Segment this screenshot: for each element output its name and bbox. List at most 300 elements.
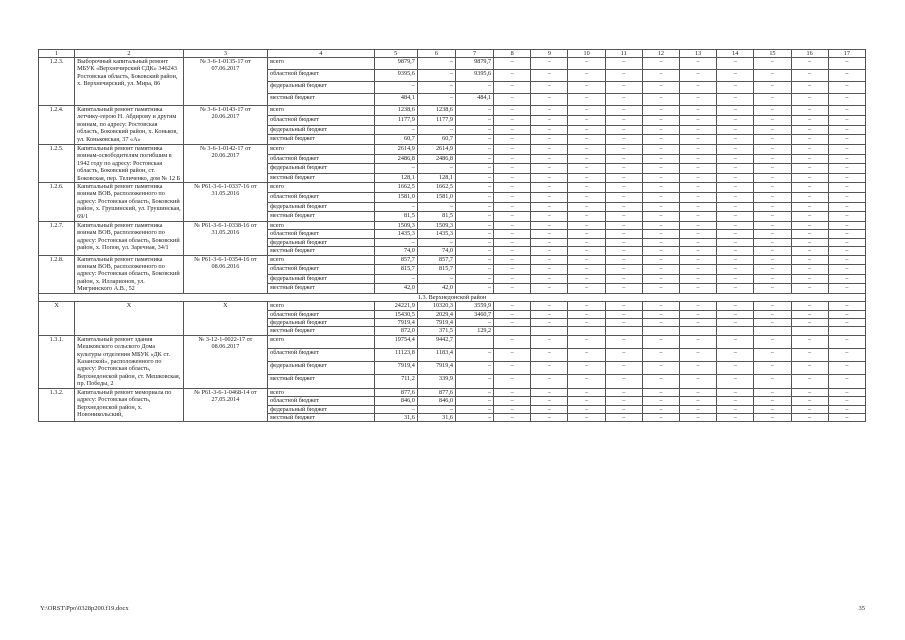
cell-value: –: [754, 362, 791, 375]
cell-value: –: [791, 362, 828, 375]
cell-value: –: [791, 348, 828, 361]
cell-value: –: [717, 255, 754, 265]
cell-value: –: [642, 173, 679, 183]
cell-value: –: [717, 274, 754, 284]
table-row: [39, 58, 866, 70]
cell-value: –: [531, 183, 568, 193]
cell-value: –: [568, 274, 605, 284]
cell-value: –: [605, 405, 642, 413]
cell-value: –: [568, 284, 605, 294]
cell-value: –: [828, 318, 865, 326]
district-title: 1.3. Верхнедонской район: [39, 293, 866, 301]
cell-value: –: [754, 335, 791, 348]
table-row: [39, 388, 866, 396]
cell-value: –: [642, 106, 679, 116]
cell-value: –: [717, 145, 754, 155]
cell-value: –: [680, 154, 717, 164]
cell-value: [754, 327, 791, 335]
cell-value: [717, 327, 754, 335]
cell-value: –: [717, 348, 754, 361]
cell-value: –: [642, 58, 679, 70]
cell-value: –: [531, 255, 568, 265]
cell-value: 2486,8: [417, 154, 455, 164]
cell-budget-label: федеральный бюджет: [268, 164, 375, 174]
cell-value: –: [494, 405, 531, 413]
cell-value: –: [754, 94, 791, 106]
cell-value: –: [531, 265, 568, 275]
cell-value: –: [642, 145, 679, 155]
cell-value: –: [531, 375, 568, 388]
cell-value: –: [417, 94, 455, 106]
cell-x: Х: [39, 302, 75, 336]
cell-value: –: [374, 164, 417, 174]
cell-value: –: [494, 397, 531, 405]
cell-value: 74,0: [374, 247, 417, 255]
cell-value: –: [605, 145, 642, 155]
cell-value: –: [828, 82, 865, 94]
cell-x: Х: [183, 302, 267, 336]
cell-value: –: [374, 405, 417, 413]
cell-value: –: [568, 94, 605, 106]
cell-value: –: [568, 375, 605, 388]
cell-value: –: [754, 82, 791, 94]
table-row: [39, 255, 866, 265]
cell-value: –: [531, 413, 568, 421]
header-cell: 4: [268, 50, 375, 58]
cell-value: [642, 327, 679, 335]
cell-value: –: [642, 212, 679, 222]
cell-doc: № 3-6-1-0143-17 от 20.06.2017: [183, 106, 267, 145]
cell-value: –: [680, 222, 717, 230]
cell-budget-label: федеральный бюджет: [268, 125, 375, 135]
cell-value: –: [455, 247, 493, 255]
cell-budget-label: областной бюджет: [268, 310, 375, 318]
header-cell: 14: [717, 50, 754, 58]
cell-value: –: [568, 247, 605, 255]
cell-value: –: [791, 94, 828, 106]
cell-value: –: [642, 284, 679, 294]
cell-value: –: [531, 202, 568, 212]
cell-value: –: [791, 192, 828, 202]
cell-value: 128,1: [374, 173, 417, 183]
cell-value: –: [791, 388, 828, 396]
cell-doc: № Р61-3-6-1-0337-16 от 31.05.2016: [183, 183, 267, 222]
cell-value: –: [754, 413, 791, 421]
cell-value: –: [568, 222, 605, 230]
cell-value: –: [642, 362, 679, 375]
cell-value: 42,0: [417, 284, 455, 294]
cell-budget-label: областной бюджет: [268, 70, 375, 82]
cell-value: –: [605, 135, 642, 145]
cell-value: –: [568, 173, 605, 183]
cell-value: –: [717, 238, 754, 246]
cell-desc: Капитальный ремонт памятника воинам ВОВ, расположенного по адресу: Ростовская область, Боковский район, х. Илларионов, ул. Мигринского А.В., 52: [75, 255, 184, 293]
cell-budget-label: всего: [268, 106, 375, 116]
cell-value: –: [754, 192, 791, 202]
cell-value: –: [417, 82, 455, 94]
cell-value: –: [828, 302, 865, 310]
cell-value: –: [374, 202, 417, 212]
cell-budget-label: местный бюджет: [268, 327, 375, 335]
cell-value: –: [455, 222, 493, 230]
cell-doc: № Р61-3-6-1-0468-14 от 27.05.2014: [183, 388, 267, 422]
cell-value: –: [754, 405, 791, 413]
cell-value: –: [717, 192, 754, 202]
cell-value: –: [828, 255, 865, 265]
cell-value: –: [568, 388, 605, 396]
cell-desc: Капитальный ремонт памятника воинам ВОВ, расположенного по адресу: Ростовская область, Боковский район, х. Попов, ул. Заречная, 34/1: [75, 222, 184, 256]
cell-value: –: [680, 164, 717, 174]
cell-value: –: [455, 192, 493, 202]
cell-value: 9395,6: [455, 70, 493, 82]
cell-value: –: [568, 154, 605, 164]
cell-value: –: [828, 348, 865, 361]
cell-value: –: [568, 115, 605, 125]
cell-value: –: [680, 335, 717, 348]
cell-value: 877,6: [417, 388, 455, 396]
cell-value: –: [754, 318, 791, 326]
cell-value: –: [791, 255, 828, 265]
cell-value: –: [828, 388, 865, 396]
cell-value: –: [455, 255, 493, 265]
cell-value: [828, 327, 865, 335]
cell-value: 2486,8: [374, 154, 417, 164]
cell-value: –: [568, 413, 605, 421]
header-cell: 8: [494, 50, 531, 58]
cell-value: –: [568, 70, 605, 82]
cell-budget-label: областной бюджет: [268, 230, 375, 238]
cell-value: –: [642, 247, 679, 255]
cell-value: 1238,6: [374, 106, 417, 116]
cell-value: –: [455, 106, 493, 116]
cell-value: –: [417, 238, 455, 246]
cell-value: –: [494, 335, 531, 348]
cell-value: –: [455, 388, 493, 396]
cell-value: –: [568, 106, 605, 116]
cell-value: –: [494, 125, 531, 135]
cell-value: –: [828, 238, 865, 246]
cell-value: –: [455, 82, 493, 94]
cell-value: –: [717, 310, 754, 318]
cell-value: –: [791, 173, 828, 183]
cell-value: –: [680, 255, 717, 265]
cell-value: –: [828, 164, 865, 174]
cell-value: –: [754, 397, 791, 405]
cell-value: 846,0: [374, 397, 417, 405]
cell-value: –: [791, 335, 828, 348]
cell-value: 1581,0: [374, 192, 417, 202]
cell-id: 1.2.5.: [39, 145, 75, 183]
cell-value: 9395,6: [374, 70, 417, 82]
cell-value: –: [605, 348, 642, 361]
cell-value: –: [642, 70, 679, 82]
cell-value: –: [455, 405, 493, 413]
cell-value: –: [717, 135, 754, 145]
cell-value: –: [680, 247, 717, 255]
cell-value: –: [680, 238, 717, 246]
cell-budget-label: федеральный бюджет: [268, 405, 375, 413]
cell-value: 9879,7: [455, 58, 493, 70]
cell-value: –: [717, 202, 754, 212]
cell-value: –: [531, 238, 568, 246]
cell-value: –: [568, 265, 605, 275]
cell-budget-label: местный бюджет: [268, 212, 375, 222]
cell-value: [568, 327, 605, 335]
cell-value: –: [531, 274, 568, 284]
cell-value: –: [642, 154, 679, 164]
cell-value: 3559,9: [455, 302, 493, 310]
cell-value: –: [531, 362, 568, 375]
cell-value: 129,2: [455, 327, 493, 335]
cell-value: –: [754, 375, 791, 388]
cell-value: –: [717, 82, 754, 94]
cell-value: 9879,7: [374, 58, 417, 70]
cell-value: 857,7: [417, 255, 455, 265]
cell-value: –: [717, 58, 754, 70]
cell-value: –: [642, 388, 679, 396]
header-cell: 13: [680, 50, 717, 58]
cell-value: –: [494, 212, 531, 222]
cell-budget-label: всего: [268, 388, 375, 396]
cell-value: 1435,3: [374, 230, 417, 238]
cell-value: –: [494, 310, 531, 318]
cell-value: –: [642, 222, 679, 230]
cell-value: –: [828, 413, 865, 421]
cell-value: –: [642, 255, 679, 265]
cell-value: –: [605, 375, 642, 388]
cell-value: –: [680, 375, 717, 388]
cell-value: –: [494, 106, 531, 116]
cell-value: –: [754, 145, 791, 155]
cell-doc: № 3-6-1-0142-17 от 20.06.2017: [183, 145, 267, 183]
cell-value: –: [531, 154, 568, 164]
cell-value: –: [417, 125, 455, 135]
cell-value: –: [717, 164, 754, 174]
cell-value: 877,6: [374, 388, 417, 396]
footer-file-path: Y:\ORST\Ppo\0328p200.f19.docx: [40, 605, 129, 612]
cell-value: 2614,9: [374, 145, 417, 155]
cell-value: –: [717, 302, 754, 310]
cell-value: –: [828, 362, 865, 375]
cell-value: –: [455, 284, 493, 294]
cell-value: –: [455, 183, 493, 193]
cell-budget-label: всего: [268, 58, 375, 70]
cell-value: 2029,4: [417, 310, 455, 318]
cell-value: –: [791, 413, 828, 421]
cell-value: –: [605, 183, 642, 193]
cell-value: 339,9: [417, 375, 455, 388]
cell-value: 484,1: [455, 94, 493, 106]
cell-value: –: [754, 230, 791, 238]
cell-value: [494, 327, 531, 335]
cell-value: –: [717, 405, 754, 413]
cell-value: –: [680, 405, 717, 413]
cell-value: –: [680, 397, 717, 405]
cell-value: –: [605, 192, 642, 202]
cell-value: –: [828, 94, 865, 106]
cell-value: –: [828, 202, 865, 212]
cell-value: –: [417, 274, 455, 284]
cell-value: –: [455, 397, 493, 405]
cell-value: –: [568, 255, 605, 265]
cell-value: –: [494, 274, 531, 284]
budget-table: [38, 49, 866, 422]
table-row: [39, 302, 866, 310]
cell-value: 1509,3: [417, 222, 455, 230]
cell-budget-label: федеральный бюджет: [268, 82, 375, 94]
cell-value: –: [417, 164, 455, 174]
cell-value: –: [417, 70, 455, 82]
cell-budget-label: местный бюджет: [268, 284, 375, 294]
cell-value: 24221,9: [374, 302, 417, 310]
cell-doc: № Р61-3-6-1-0338-16 от 31.05.2016: [183, 222, 267, 256]
cell-value: –: [531, 115, 568, 125]
cell-id: 1.2.8.: [39, 255, 75, 293]
table-row: [39, 335, 866, 348]
header-cell: 9: [531, 50, 568, 58]
cell-value: –: [494, 164, 531, 174]
cell-value: –: [680, 348, 717, 361]
header-row: [39, 50, 866, 58]
cell-value: 60,7: [417, 135, 455, 145]
cell-value: –: [494, 230, 531, 238]
cell-budget-label: федеральный бюджет: [268, 362, 375, 375]
cell-value: 3460,7: [455, 310, 493, 318]
cell-value: –: [568, 135, 605, 145]
cell-desc: Капитальный ремонт памятника воинам-освободителям погибшим в 1942 году по адресу: Ростовская область, Боковский район, ст. Боковская, пер. Теличенко, дом № 12 Б: [75, 145, 184, 183]
cell-value: –: [791, 375, 828, 388]
cell-value: –: [642, 413, 679, 421]
cell-value: –: [455, 413, 493, 421]
header-cell: 10: [568, 50, 605, 58]
cell-value: 1177,9: [374, 115, 417, 125]
cell-value: –: [455, 230, 493, 238]
cell-value: –: [680, 302, 717, 310]
cell-value: –: [605, 247, 642, 255]
cell-value: –: [455, 135, 493, 145]
cell-value: 81,5: [417, 212, 455, 222]
cell-value: –: [568, 202, 605, 212]
cell-value: –: [791, 70, 828, 82]
cell-value: –: [531, 388, 568, 396]
cell-value: –: [642, 230, 679, 238]
cell-value: –: [568, 212, 605, 222]
cell-value: –: [494, 255, 531, 265]
cell-value: –: [754, 154, 791, 164]
table-row: [39, 145, 866, 155]
cell-id: 1.2.6.: [39, 183, 75, 222]
cell-budget-label: местный бюджет: [268, 173, 375, 183]
cell-value: –: [828, 274, 865, 284]
cell-value: –: [642, 164, 679, 174]
cell-value: –: [680, 82, 717, 94]
cell-id: 1.3.1.: [39, 335, 75, 388]
cell-value: –: [494, 173, 531, 183]
cell-x: Х: [75, 302, 184, 336]
cell-value: –: [717, 212, 754, 222]
cell-value: 1238,6: [417, 106, 455, 116]
cell-value: –: [605, 154, 642, 164]
cell-value: –: [494, 82, 531, 94]
cell-value: –: [642, 183, 679, 193]
cell-value: –: [791, 238, 828, 246]
cell-value: –: [754, 388, 791, 396]
cell-value: –: [374, 125, 417, 135]
cell-value: –: [642, 202, 679, 212]
cell-value: –: [605, 94, 642, 106]
cell-value: –: [754, 222, 791, 230]
cell-value: –: [494, 375, 531, 388]
cell-value: –: [680, 183, 717, 193]
cell-doc: № 3-6-1-0135-17 от 07.06.2017: [183, 58, 267, 106]
cell-value: –: [717, 154, 754, 164]
cell-value: –: [680, 173, 717, 183]
cell-value: –: [791, 125, 828, 135]
header-cell: 15: [754, 50, 791, 58]
cell-desc: Капитальный ремонт мемориала по адресу: Ростовская область, Верхнедонской район, х. Новоникольский,: [75, 388, 184, 422]
cell-value: –: [531, 125, 568, 135]
cell-value: –: [531, 247, 568, 255]
cell-value: 7919,4: [417, 362, 455, 375]
cell-value: –: [828, 222, 865, 230]
cell-value: –: [642, 265, 679, 275]
cell-value: –: [417, 202, 455, 212]
cell-budget-label: всего: [268, 255, 375, 265]
district-row: [39, 293, 866, 301]
cell-value: –: [791, 274, 828, 284]
cell-value: –: [642, 375, 679, 388]
cell-value: –: [568, 58, 605, 70]
cell-value: –: [754, 302, 791, 310]
cell-value: –: [642, 115, 679, 125]
cell-value: –: [828, 212, 865, 222]
cell-value: –: [605, 82, 642, 94]
cell-value: –: [680, 135, 717, 145]
cell-value: 815,7: [374, 265, 417, 275]
cell-value: –: [642, 348, 679, 361]
cell-value: –: [828, 106, 865, 116]
cell-value: –: [568, 82, 605, 94]
cell-value: –: [455, 238, 493, 246]
cell-value: –: [531, 284, 568, 294]
cell-value: –: [531, 335, 568, 348]
cell-value: –: [642, 238, 679, 246]
cell-value: –: [828, 192, 865, 202]
cell-value: –: [531, 58, 568, 70]
cell-value: –: [455, 115, 493, 125]
cell-value: –: [605, 318, 642, 326]
cell-value: –: [828, 247, 865, 255]
cell-value: –: [455, 125, 493, 135]
cell-budget-label: федеральный бюджет: [268, 238, 375, 246]
cell-budget-label: всего: [268, 222, 375, 230]
cell-value: –: [494, 115, 531, 125]
cell-value: –: [455, 173, 493, 183]
cell-value: –: [455, 274, 493, 284]
cell-budget-label: всего: [268, 145, 375, 155]
cell-value: 371,5: [417, 327, 455, 335]
cell-value: –: [828, 265, 865, 275]
cell-budget-label: областной бюджет: [268, 115, 375, 125]
cell-value: –: [754, 70, 791, 82]
cell-value: –: [605, 335, 642, 348]
cell-value: –: [494, 413, 531, 421]
cell-value: –: [494, 348, 531, 361]
header-cell: 3: [183, 50, 267, 58]
cell-value: –: [568, 145, 605, 155]
cell-value: 42,0: [374, 284, 417, 294]
cell-value: [605, 327, 642, 335]
